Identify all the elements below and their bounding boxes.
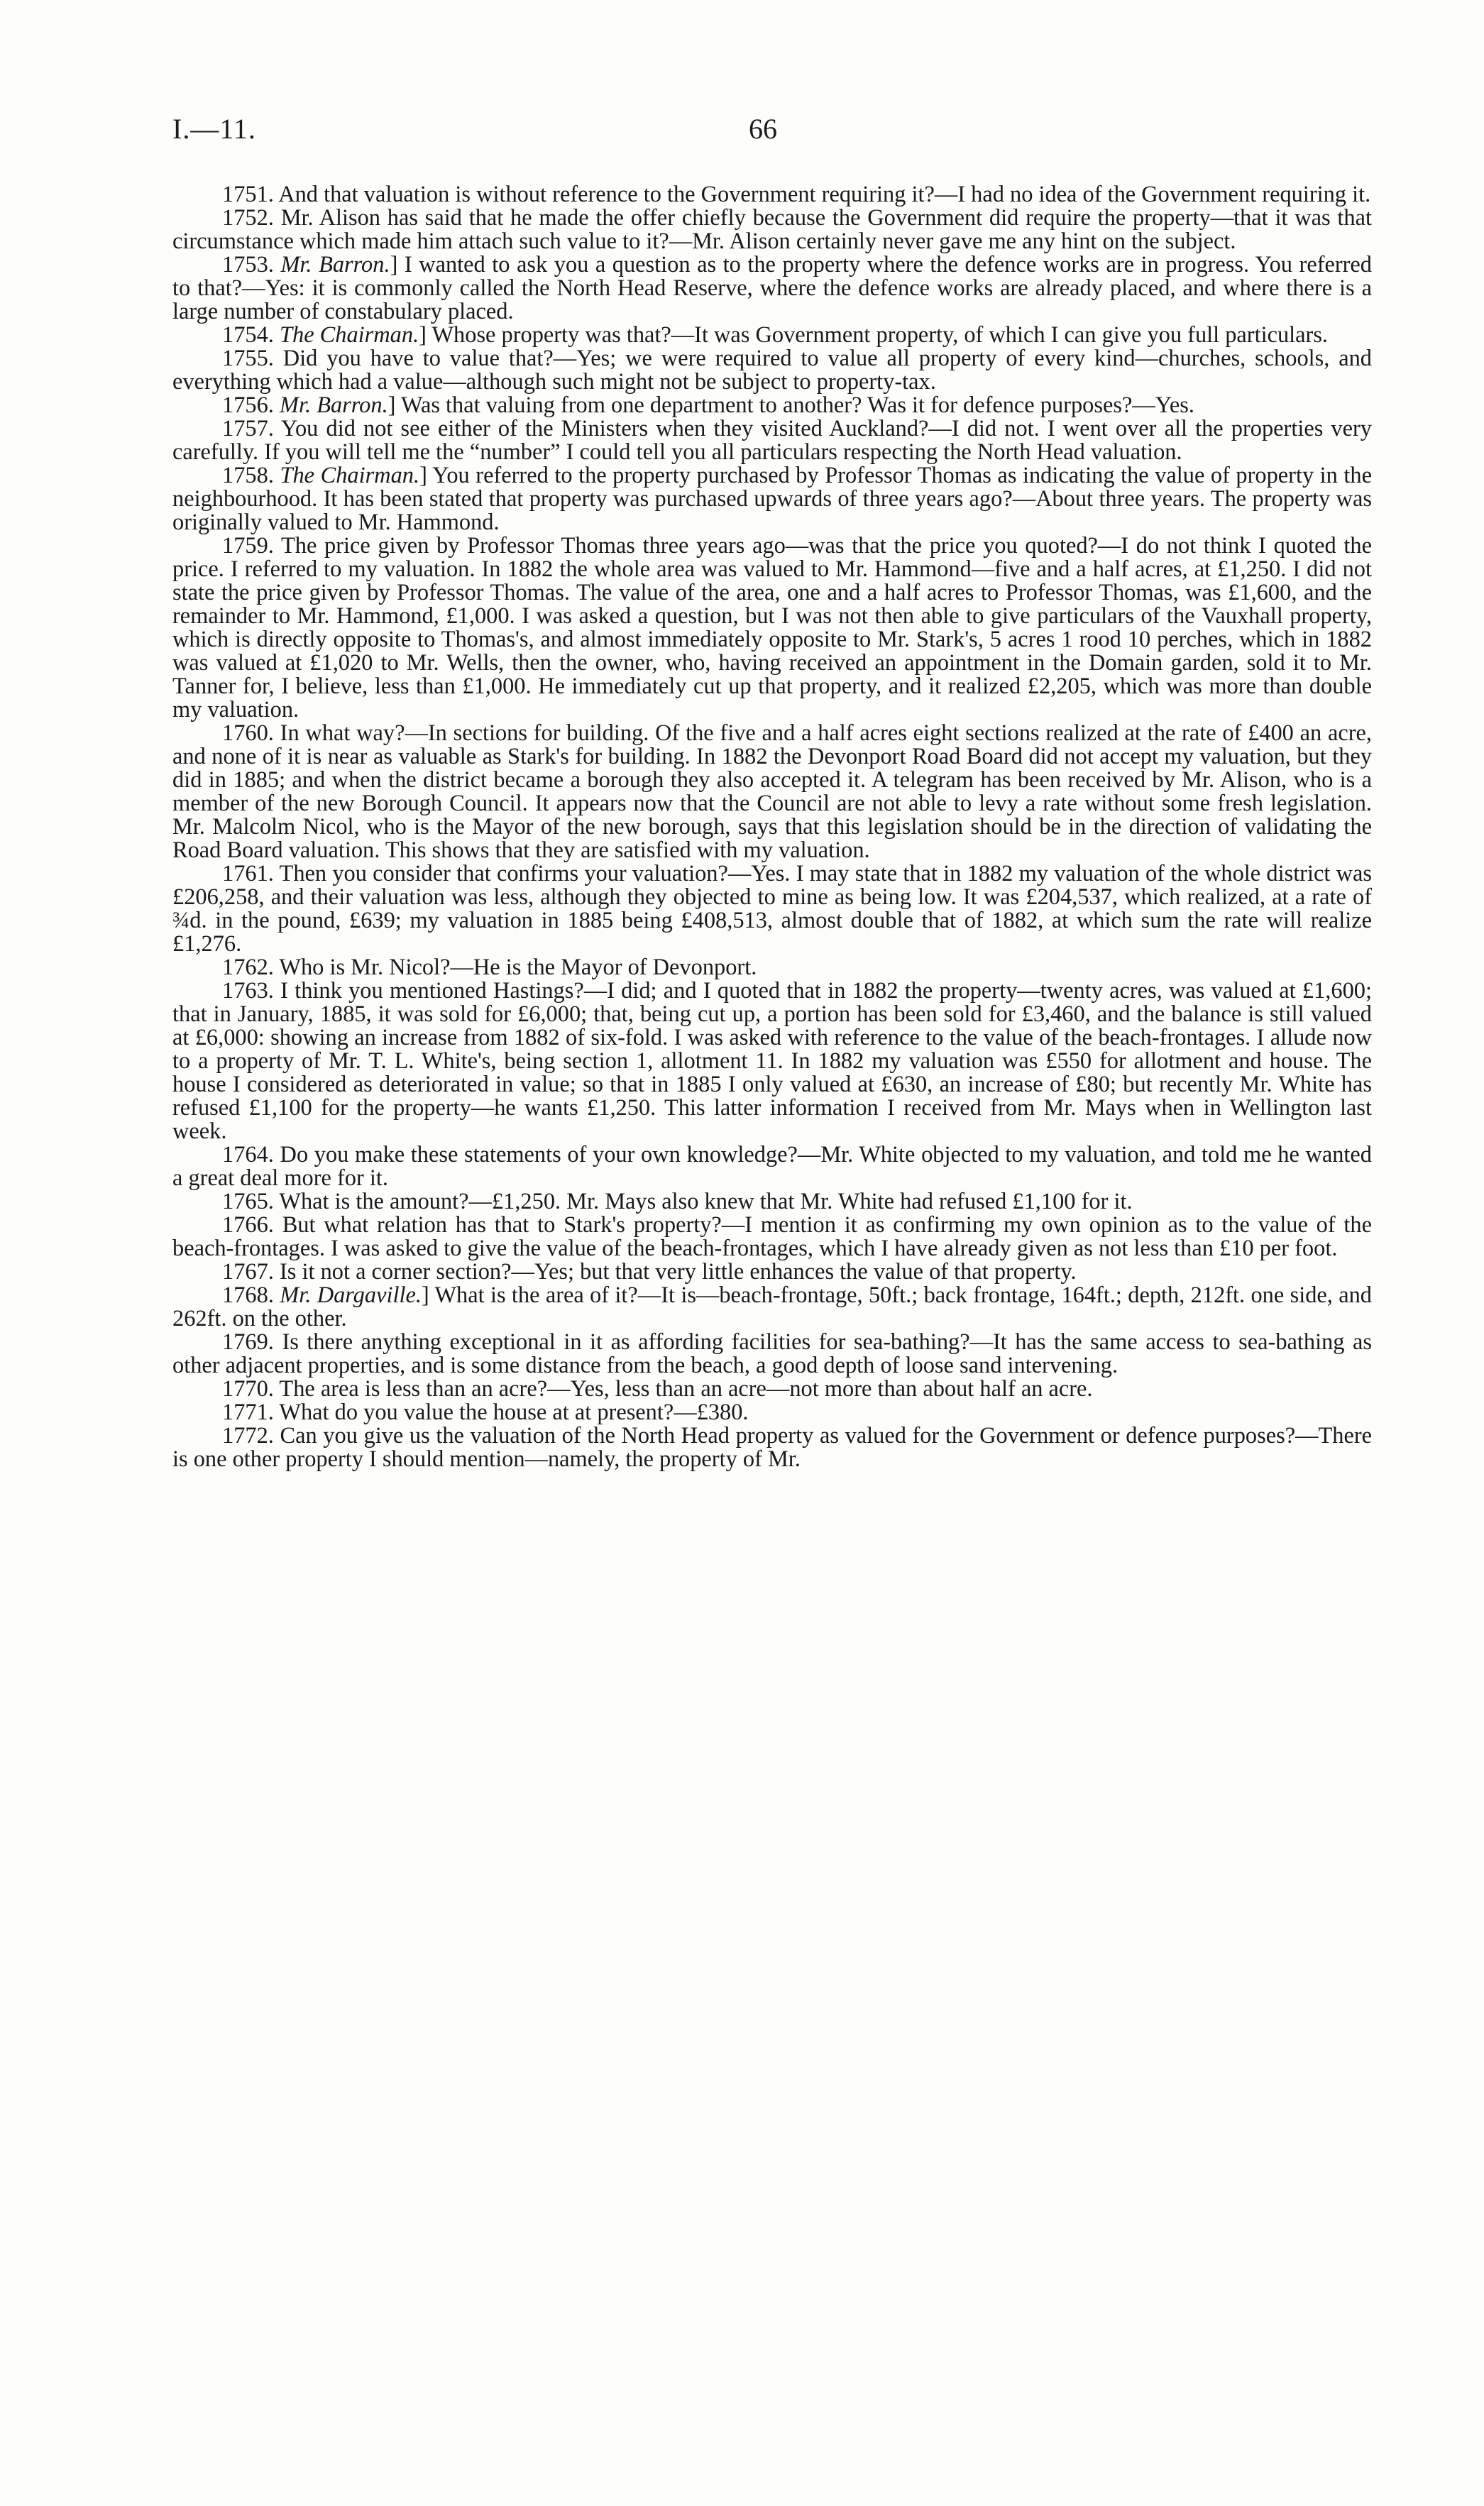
paragraph-1756: 1756. Mr. Barron.] Was that valuing from one department to another? Was it for defence purposes?—Yes.	[222, 392, 1194, 418]
paragraph-1765	[172, 1190, 1372, 1214]
speaker-name: Mr. Barron.	[280, 252, 390, 277]
paragraph-text: Who is Mr. Nicol?—He is the Mayor of Devonport.	[279, 955, 757, 980]
question-number: 1764.	[222, 1142, 274, 1167]
question-number: 1756.	[222, 392, 274, 418]
paragraph-text: And that valuation is without reference to the Government requiring it?—I had no idea of the Government requiring it.	[278, 182, 1371, 207]
question-number: 1765.	[222, 1189, 274, 1214]
question-number: 1753.	[222, 252, 274, 277]
paragraph-text: Did you have to value that?—Yes; we were required to value all property of every kind—churches, schools, and everything which had a value—although such might not be subject to property-tax.	[172, 346, 1372, 395]
paragraph-1758: 1758. The Chairman.] You referred to the property purchased by Professor Thomas as indicating the value of property in the neighbourhood. It has been stated that property was purchased upwards of three years ago?—About three years. The property was originally valued to Mr. Hammond.	[172, 463, 1372, 535]
paragraph-text: Is it not a corner section?—Yes; but that very little enhances the value of that property.	[280, 1259, 1077, 1285]
question-number: 1752.	[222, 205, 274, 231]
speaker-name: The Chairman.	[280, 463, 420, 488]
paragraph-text: The price given by Professor Thomas three years ago—was that the price you quoted?—I do not think I quoted the price. I referred to my valuation. In 1882 the whole area was valued to Mr. Hammond—five and a half acres, at £1,250. I did not state the price given by Professor Thomas. The value of the area, one and a half acres to Professor Thomas, was £1,600, and the remainder to Mr. Hammond, £1,000. I was asked a question, but I was not then able to give particulars of the Vauxhall property, which is directly opposite to Thomas's, and almost immediately opposite to Mr. Stark's, 5 acres 1 rood 10 perches, which in 1882 was valued at £1,020 to Mr. Wells, then the owner, who, having received an appointment in the Domain garden, sold it to Mr. Tanner for, I believe, less than £1,000. He immediately cut up that property, and it realized £2,205, which was more than double my valuation.	[172, 533, 1372, 722]
speaker-name: The Chairman.	[280, 322, 419, 348]
paragraph-1772	[172, 1424, 1372, 1471]
paragraph-text: Can you give us the valuation of the North Head property as valued for the Government or defence purposes?—There is one other property I should mention—namely, the property of Mr.	[172, 1423, 1372, 1472]
paragraph-text: What is the amount?—£1,250. Mr. Mays also knew that Mr. White had refused £1,100 for it.	[279, 1189, 1133, 1214]
paragraph-text: Mr. Alison has said that he made the offer chiefly because the Government did require the property—that it was that circumstance which made him attach such value to it?—Mr. Alison certainly never gave me any hint on the subject.	[172, 205, 1372, 254]
paragraph-text: I wanted to ask you a question as to the property where the defence works are in progress. You referred to that?—Yes: it is commonly called the North Head Reserve, where the defence works are already placed, and where there is a large number of constabulary placed.	[172, 252, 1372, 324]
paragraph-text: Then you consider that confirms your valuation?—Yes. I may state that in 1882 my valuation of the whole district was £206,258, and their valuation was less, although they objected to mine as being low. It was £204,537, which realized, at a rate of ¾d. in the pound, £639; my valuation in 1885 being £408,513, almost double that of 1882, at which sum the rate will realize £1,276.	[172, 861, 1372, 957]
question-number: 1758.	[222, 463, 274, 488]
paragraph-1755	[172, 347, 1372, 394]
paragraph-1766	[172, 1214, 1372, 1260]
paragraph-1754: 1754. The Chairman.] Whose property was that?—It was Government property, of which I can give you full particulars.	[222, 322, 1329, 348]
paragraph-text: I think you mentioned Hastings?—I did; and I quoted that in 1882 the property—twenty acres, was valued at £1,600; that in January, 1885, it was sold for £6,000; that, being cut up, a portion has been sold for £3,460, and the balance is still valued at £6,000: showing an increase from 1882 of six-fold. I was asked with reference to the value of the beach-frontages. I allude now to a property of Mr. T. L. White's, being section 1, allotment 11. In 1882 my valuation was £550 for allotment and house. The house I considered as deteriorated in value; so that in 1885 I only valued at £630, an increase of £80; but recently Mr. White has refused £1,100 for the property—he wants £1,250. This latter information I received from Mr. Mays when in Wellington last week.	[172, 978, 1372, 1144]
paragraph-text: Whose property was that?—It was Government property, of which I can give you full particulars.	[432, 322, 1329, 348]
paragraph-text: Was that valuing from one department to another? Was it for defence purposes?—Yes.	[400, 392, 1194, 418]
paragraph-1764	[172, 1143, 1372, 1190]
question-number: 1771.	[222, 1400, 274, 1425]
question-number: 1763.	[222, 978, 274, 1004]
paragraph-1753: 1753. Mr. Barron.] I wanted to ask you a question as to the property where the defence works are in progress. You referred to that?—Yes: it is commonly called the North Head Reserve, where the defence works are already placed, and where there is a large number of constabulary placed.	[172, 252, 1372, 324]
question-number: 1757.	[222, 416, 274, 441]
speaker-name: Mr. Barron.	[280, 392, 388, 418]
question-number: 1767.	[222, 1259, 274, 1285]
paragraph-1769	[172, 1331, 1372, 1378]
paragraph-1767	[172, 1260, 1372, 1284]
paragraph-1761	[172, 862, 1372, 956]
paragraph-text: But what relation has that to Stark's property?—I mention it as confirming my own opinion as to the value of the beach-frontages. I was asked to give the value of the beach-frontages, which I have already given as not less than £10 per foot.	[172, 1212, 1372, 1261]
paragraph-text: What do you value the house at at present?—£380.	[279, 1400, 749, 1425]
page-header	[172, 112, 1372, 148]
question-number: 1772.	[222, 1423, 274, 1449]
question-number: 1761.	[222, 861, 274, 886]
paragraph-1762	[172, 956, 1372, 979]
question-number: 1769.	[222, 1329, 274, 1355]
paragraph-1759	[172, 534, 1372, 722]
document-body	[172, 183, 1372, 1471]
question-number: 1760.	[222, 720, 274, 746]
question-number: 1755.	[222, 346, 274, 371]
page-number: 66	[749, 113, 777, 145]
question-number: 1766.	[222, 1212, 274, 1238]
paragraph-text: The area is less than an acre?—Yes, less than an acre—not more than about half an acre.	[279, 1376, 1093, 1402]
speaker-name: Mr. Dargaville.	[280, 1282, 422, 1308]
paragraph-text: In what way?—In sections for building. Of the five and a half acres eight sections realized at the rate of £400 an acre, and none of it is near as valuable as Stark's for building. In 1882 the Devonport Road Board did not accept my valuation, but they did in 1885; and when the district became a borough they also accepted it. A telegram has been received by Mr. Alison, who is a member of the new Borough Council. It appears now that the Council are not able to levy a rate without some fresh legislation. Mr. Malcolm Nicol, who is the Mayor of the new borough, says that this legislation should be in the direction of validating the Road Board valuation. This shows that they are satisfied with my valuation.	[172, 720, 1372, 863]
paragraph-1751	[172, 183, 1372, 207]
paragraph-1771	[172, 1401, 1372, 1424]
paragraph-1763	[172, 979, 1372, 1143]
document-reference: I.—11.	[172, 113, 256, 145]
paragraph-text: What is the area of it?—It is—beach-frontage, 50ft.; back frontage, 164ft.; depth, 212ft. one side, and 262ft. on the other.	[172, 1282, 1372, 1331]
question-number: 1768.	[222, 1282, 274, 1308]
paragraph-1770	[172, 1378, 1372, 1401]
question-number: 1762.	[222, 955, 274, 980]
paragraph-1768: 1768. Mr. Dargaville.] What is the area of it?—It is—beach-frontage, 50ft.; back frontage, 164ft.; depth, 212ft. one side, and 262ft. on the other.	[172, 1282, 1372, 1331]
question-number: 1751.	[222, 182, 274, 207]
paragraph-1757	[172, 417, 1372, 464]
paragraph-1760	[172, 722, 1372, 862]
paragraph-text: Do you make these statements of your own knowledge?—Mr. White objected to my valuation, and told me he wanted a great deal more for it.	[172, 1142, 1372, 1191]
paragraph-1752	[172, 207, 1372, 253]
question-number: 1770.	[222, 1376, 274, 1402]
question-number: 1754.	[222, 322, 274, 348]
paragraph-text: Is there anything exceptional in it as affording facilities for sea-bathing?—It has the same access to sea-bathing as other adjacent properties, and is some distance from the beach, a good depth of loose sand intervening.	[172, 1329, 1372, 1378]
question-number: 1759.	[222, 533, 274, 559]
paragraph-text: You referred to the property purchased by Professor Thomas as indicating the value of property in the neighbourhood. It has been stated that property was purchased upwards of three years ago?—About three years. The property was originally valued to Mr. Hammond.	[172, 463, 1372, 535]
paragraph-text: You did not see either of the Ministers when they visited Auckland?—I did not. I went over all the properties very carefully. If you will tell me the “number” I could tell you all particulars respecting the North Head valuation.	[172, 416, 1372, 465]
